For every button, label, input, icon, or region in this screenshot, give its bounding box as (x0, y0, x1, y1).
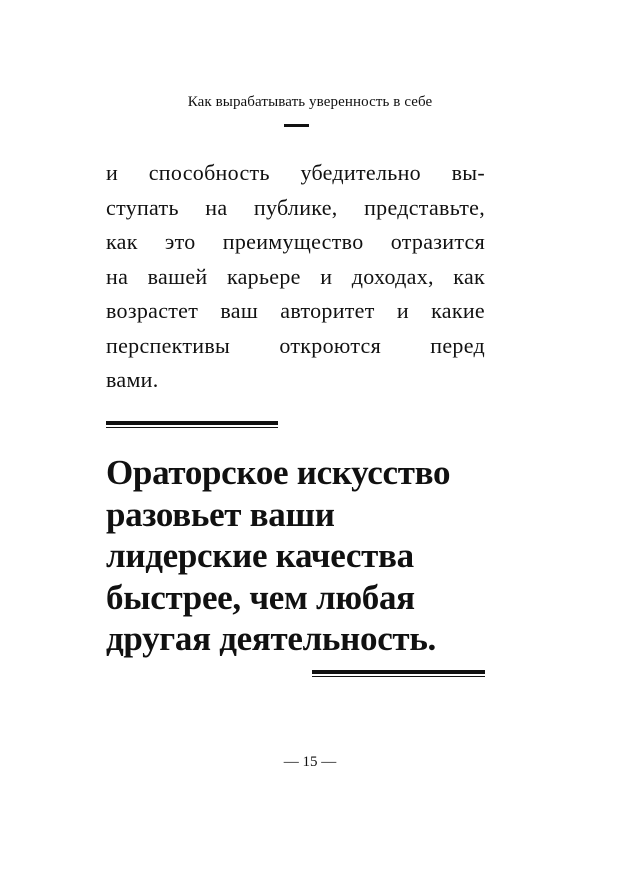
body-line: вами. (106, 367, 159, 392)
quote-bottom-rule (312, 670, 485, 677)
body-line: возрастет ваш авторитет и какие (106, 298, 485, 323)
header-rule (284, 124, 309, 127)
page-number: — 15 — (283, 754, 337, 770)
pull-quote-line: другая деятельность. (106, 619, 436, 658)
pull-quote-line: быстрее, чем любая (106, 577, 415, 617)
pull-quote-line: разовьет ваши (106, 494, 335, 534)
quote-top-rule (106, 421, 278, 428)
body-line: перспективы откроются перед (106, 332, 485, 358)
body-line: ступать на публике, представьте, (106, 194, 485, 220)
body-line: на вашей карьере и доходах, как (106, 263, 485, 289)
body-line: и способность убедительно вы- (106, 160, 485, 185)
running-head: Как вырабатывать уверенность в себе (187, 94, 433, 110)
pull-quote (106, 452, 506, 660)
body-line: как это преимущество отразится (106, 229, 485, 254)
pull-quote-line: лидерские качества (106, 536, 414, 575)
pull-quote-line: Ораторское искусство (106, 453, 451, 492)
body-paragraph (106, 156, 485, 398)
